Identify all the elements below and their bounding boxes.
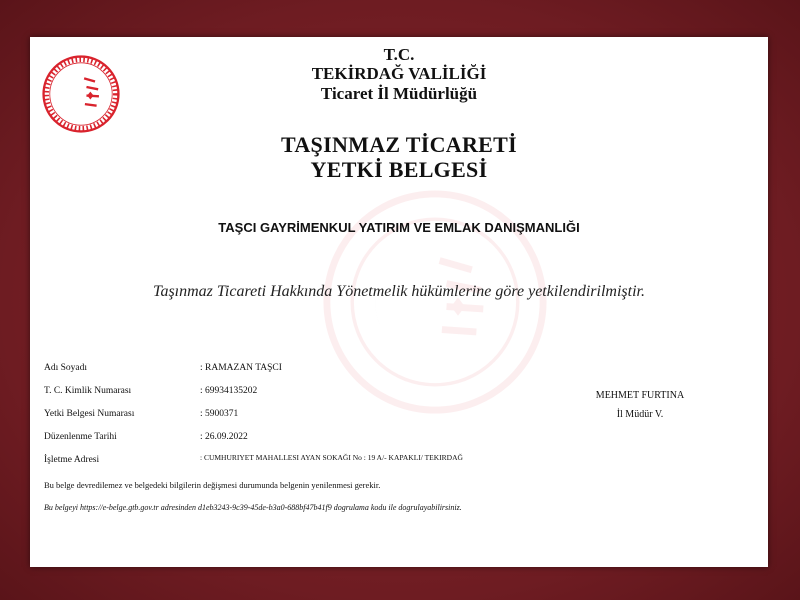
- field-value: : 5900371: [200, 409, 239, 419]
- field-label: Yetki Belgesi Numarası: [44, 409, 135, 419]
- signer-name: MEHMET FURTINA: [595, 390, 685, 401]
- certificate-document: [30, 37, 768, 567]
- company-name: TAŞCI GAYRİMENKUL YATIRIM VE EMLAK DANIŞMANLIĞI: [218, 220, 580, 235]
- field-value: : 26.09.2022: [200, 432, 248, 442]
- field-label: Düzenlenme Tarihi: [44, 432, 117, 442]
- header-governorship: TEKİRDAĞ VALİLİĞİ: [311, 64, 487, 83]
- verification-note: Bu belgeyi https://e-belge.gtb.gov.tr adresinden d1eb3243-9c39-45de-b3a0-688bf47b41f9 dogrulama kodu ile dogrulayabilirsiniz.: [44, 503, 462, 512]
- header-line-1: T.C.: [383, 45, 415, 64]
- field-label: T. C. Kimlik Numarası: [44, 386, 132, 396]
- field-label: İşletme Adresi: [44, 455, 100, 465]
- authorization-statement: Taşınmaz Ticareti Hakkında Yönetmelik hükümlerine göre yetkilendirilmiştir.: [153, 283, 645, 300]
- field-value: : RAMAZAN TAŞCI: [200, 363, 282, 373]
- document-title-line-1: TAŞINMAZ TİCARETİ: [281, 132, 517, 157]
- field-value: : 69934135202: [200, 386, 258, 396]
- transfer-note: Bu belge devredilemez ve belgedeki bilgilerin değişmesi durumunda belgenin yenilenmesi gerekir.: [44, 480, 381, 490]
- signer-title: İl Müdür V.: [616, 409, 664, 420]
- header-directorate: Ticaret İl Müdürlüğü: [320, 84, 478, 103]
- field-label: Adı Soyadı: [44, 363, 88, 373]
- field-value: : CUMHURIYET MAHALLESI AYAN SOKAĞI No : 19 A/- KAPAKLI/ TEKIRDAĞ: [200, 453, 463, 462]
- document-title-line-2: YETKİ BELGESİ: [310, 157, 488, 182]
